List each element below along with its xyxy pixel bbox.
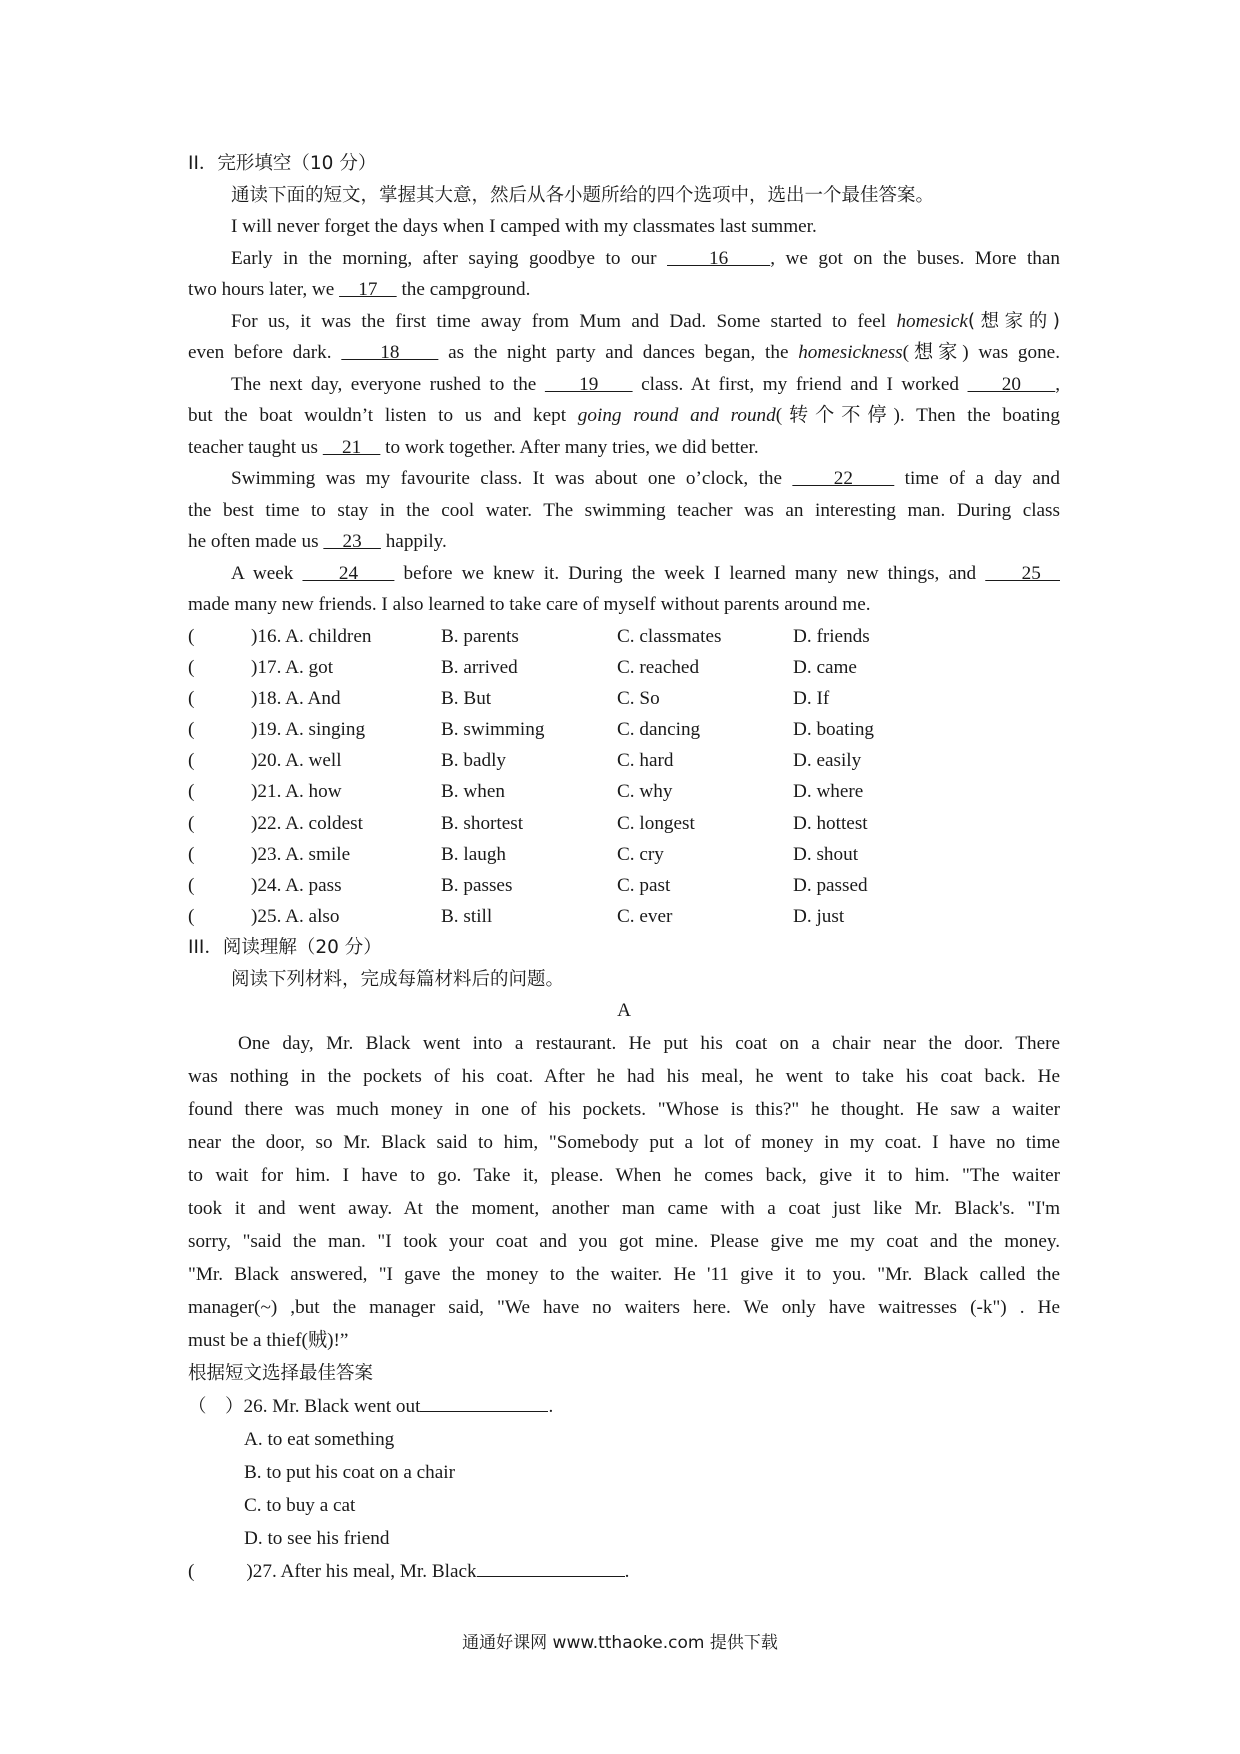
option-c: C. why [617,781,673,803]
answer-line-27 [477,1556,625,1577]
blank-21: 21 [322,436,381,458]
option-d: D. just [793,906,845,928]
answer-paren-26[interactable]: （ ） [188,1395,244,1417]
option-b: B. when [441,781,505,803]
cloze-options-list [188,621,1060,933]
option-d: D. easily [793,750,862,772]
option-a: )16. A. children [251,625,372,647]
option-c: C. cry [617,843,664,865]
option-a: )18. A. And [251,687,341,709]
passage-line: found there was much money in one of his pockets. "Whose is this?" he thought. He saw a waiter [188,1098,1060,1120]
section-3-heading: III．阅读理解（20 分） [188,937,382,959]
answer-paren[interactable]: ( [188,750,195,772]
page-footer: 通通好课网 www.tthaoke.com 提供下载 [462,1633,778,1653]
passage-line: was nothing in the pockets of his coat. After he had his meal, he went to take his coat back. He [188,1065,1060,1087]
cloze-paragraph-6-line-2: made many new friends. I also learned to take care of myself without parents around me. [188,594,871,615]
question-27: ( )27. After his meal, Mr. Black . [188,1555,1060,1588]
cloze-question-row [188,839,1060,870]
section-2-instruction: 通读下面的短文，掌握其大意，然后从各小题所给的四个选项中，选出一个最佳答案。 [231,184,935,206]
option-a: )23. A. smile [251,843,351,865]
cloze-question-row [188,808,1060,839]
cloze-question-row [188,776,1060,807]
passage-line: One day, Mr. Black went into a restaurant. He put his coat on a chair near the door. There [238,1032,1060,1054]
cloze-paragraph-3-line-2: even before dark. 18 as the night party and dances began, the homesickness(想家) was gone. [188,342,1060,363]
exam-page [188,148,1060,1588]
cloze-question-row [188,901,1060,932]
cloze-paragraph-6-line-1: A week 24 before we knew it. During the week I learned many new things, and 25 [231,562,1060,584]
answer-paren[interactable]: ( [188,875,195,896]
passage-line: near the door, so Mr. Black said to him, "Somebody put a lot of money in my coat. I have no time [188,1131,1060,1153]
question-26-option: A. to eat something [244,1428,395,1450]
cloze-question-row [188,683,1060,714]
answer-paren[interactable]: ( [188,843,195,865]
answer-paren[interactable]: ( [188,656,195,678]
option-d: D. shout [793,843,859,865]
cloze-paragraph-4-line-2: but the boat wouldn’t listen to us and kept going round and round(转个不停). Then the boating [188,405,1060,426]
blank-16: 16 [667,247,771,269]
option-d: D. where [793,781,864,803]
blank-17: 17 [339,279,397,300]
option-b: B. arrived [441,656,518,678]
option-b: B. swimming [441,719,545,741]
cloze-question-row [188,870,1060,901]
cloze-paragraph-3-line-1: For us, it was the first time away from Mum and Dad. Some started to feel homesick(想家的) [231,310,1061,332]
option-b: B. parents [441,625,519,647]
option-a: )20. A. well [251,750,342,772]
cloze-paragraph-5-line-3: he often made us 23 happily. [188,531,447,552]
option-c: C. past [617,875,671,896]
question-26-option: C. to buy a cat [244,1494,356,1516]
passage-line: to wait for him. I have to go. Take it, please. When he comes back, give it to him. "The waiter [188,1164,1060,1186]
option-d: D. If [793,687,830,709]
cloze-paragraph-2-line-2: two hours later, we 17 the campground. [188,279,531,300]
cloze-question-row [188,714,1060,745]
option-c: C. dancing [617,719,701,741]
cloze-paragraph-2-line-1: Early in the morning, after saying goodbye to our 16 , we got on the buses. More than [231,247,1061,269]
answer-paren-27[interactable]: ( [188,1560,195,1582]
option-b: B. But [441,687,492,709]
question-26-options [188,1423,1060,1555]
option-a: )24. A. pass [251,875,342,896]
option-b: B. laugh [441,843,507,865]
option-c: C. reached [617,656,700,678]
answer-line-26 [420,1391,548,1412]
option-b: B. shortest [441,812,524,834]
option-a: )25. A. also [251,906,340,928]
option-c: C. ever [617,906,673,928]
passage-line: manager(~) ,but the manager said, "We have no waiters here. We only have waitresses (-k") . He [188,1296,1060,1318]
option-c: C. longest [617,812,695,834]
cloze-question-row [188,621,1060,652]
blank-22: 22 [792,468,895,489]
option-c: C. So [617,687,660,709]
passage-line-last: must be a thief(贼)!” [188,1329,349,1351]
answer-paren[interactable]: ( [188,906,195,928]
passage-line: took it and went away. At the moment, another man came with a coat just like Mr. Black's. "I'm [188,1197,1060,1219]
option-d: D. friends [793,625,870,647]
answer-paren[interactable]: ( [188,781,195,803]
cloze-paragraph-1: I will never forget the days when I camped with my classmates last summer. [231,216,817,237]
blank-25: 25 [985,562,1060,584]
option-a: )22. A. coldest [251,812,363,834]
question-26-option: D. to see his friend [244,1527,390,1549]
answer-paren[interactable]: ( [188,625,195,647]
option-d: D. came [793,656,857,678]
section-2-heading: II．完形填空（10 分） [188,153,377,174]
blank-23: 23 [323,531,381,552]
cloze-paragraph-5-line-1: Swimming was my favourite class. It was about one o’clock, the 22 time of a day and [231,468,1060,489]
task-instruction: 根据短文选择最佳答案 [188,1362,374,1384]
option-b: B. passes [441,875,513,896]
passage-line: "Mr. Black answered, "I gave the money to the waiter. He '11 give it to you. "Mr. Black called the [188,1263,1060,1285]
cloze-question-row [188,745,1060,776]
answer-paren[interactable]: ( [188,719,195,741]
option-a: )19. A. singing [251,719,366,741]
option-a: )17. A. got [251,656,334,678]
option-a: )21. A. how [251,781,342,803]
question-26: （ ）26. Mr. Black went out . [188,1390,1060,1423]
option-b: B. badly [441,750,507,772]
section-3-instruction: 阅读下列材料，完成每篇材料后的问题。 [231,968,565,990]
passage-label: A [617,1000,631,1022]
option-c: C. hard [617,750,674,772]
option-d: D. boating [793,719,875,741]
option-d: D. passed [793,875,868,896]
option-d: D. hottest [793,812,868,834]
cloze-question-row [188,652,1060,683]
blank-19: 19 [544,373,633,395]
blank-24: 24 [302,562,395,584]
answer-paren[interactable]: ( [188,687,195,709]
cloze-paragraph-5-line-2: the best time to stay in the cool water. The swimming teacher was an interesting man. During class [188,499,1060,521]
answer-paren[interactable]: ( [188,812,195,834]
option-c: C. classmates [617,625,722,647]
cloze-paragraph-4-line-1: The next day, everyone rushed to the 19 class. At first, my friend and I worked 20 , [231,373,1061,395]
passage-line: sorry, "said the man. "I took your coat and you got mine. Please give me my coat and the money. [188,1230,1060,1252]
cloze-paragraph-4-line-3: teacher taught us 21 to work together. After many tries, we did better. [188,436,759,458]
option-b: B. still [441,906,493,928]
question-26-option: B. to put his coat on a chair [244,1461,456,1483]
blank-20: 20 [967,373,1056,395]
blank-18: 18 [341,342,439,363]
reading-passage-a [188,1027,1060,1324]
